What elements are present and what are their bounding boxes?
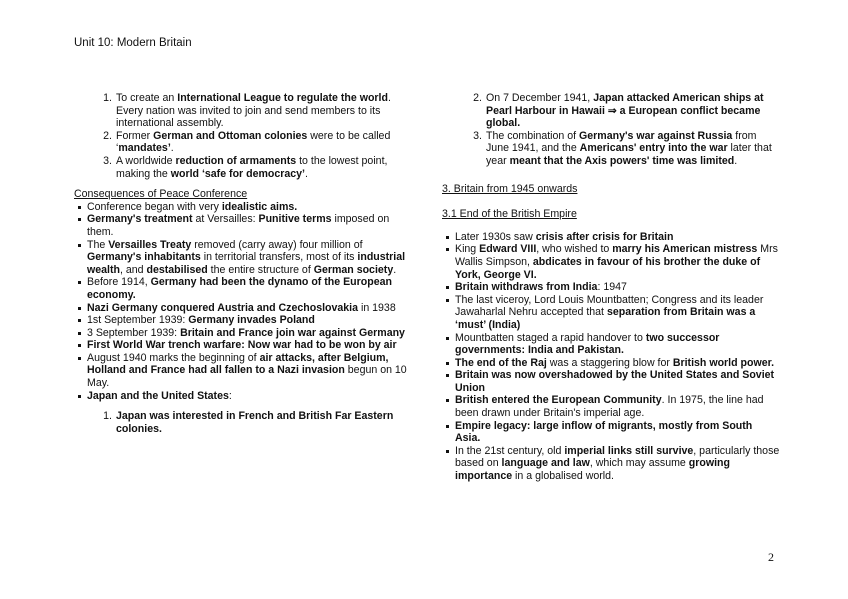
consequences-bullets (74, 201, 410, 403)
text-run: Former (116, 129, 154, 142)
text-run: the entire structure of (207, 263, 314, 276)
bullet-item (74, 302, 410, 315)
bullet-item (74, 352, 410, 390)
bold-text: separation from Britain was a ‘must’ (India) (455, 306, 756, 331)
numbered-item (473, 92, 780, 130)
bold-text: abdicates in favour of his brother the duke of York, George VI. (455, 255, 761, 281)
bold-text: Germany invades Poland (188, 314, 315, 327)
bullet-item (442, 332, 780, 357)
bullet-item (442, 420, 780, 445)
bold-text: destabilised (146, 263, 208, 276)
left-numbered-list (103, 92, 410, 180)
item-number: 3. (473, 129, 482, 142)
bold-text: International League to regulate the world (177, 92, 388, 104)
bold-text: crisis after crisis for Britain (535, 230, 674, 243)
consequences-heading: Consequences of Peace Conference (74, 188, 248, 201)
section-3-1-heading: 3.1 End of the British Empire (442, 208, 577, 221)
text-run: later that year (486, 142, 772, 167)
bold-text: The end of the Raj (455, 356, 547, 369)
bold-text: British world power. (672, 356, 775, 369)
bold-text: marry his American mistress (612, 243, 758, 256)
bullet-item (74, 390, 410, 403)
text-run: Later 1930s saw (455, 230, 536, 243)
empire-bullets (442, 231, 780, 483)
right-numbered-list (473, 92, 780, 168)
text-run: 3 September 1939: (87, 326, 181, 339)
bold-text: two successor governments: India and Pakistan. (455, 331, 720, 357)
numbered-item (103, 154, 410, 180)
text-run: imposed on them. (87, 213, 390, 238)
text-run: The last viceroy, Lord Louis Mountbatten; Congress and its leader Jawaharlal Nehru accepted that (455, 293, 764, 319)
bullet-item (74, 314, 410, 327)
japan-us-list (103, 410, 410, 435)
text-run: August 1940 marks the beginning of (87, 351, 260, 364)
item-number: 2. (103, 129, 112, 142)
bold-text: meant that the Axis powers' time was limited (509, 154, 735, 167)
bullet-item (442, 281, 780, 294)
bold-text: Germany's war against Russia (579, 129, 733, 142)
text-run: . In 1975, the line had been drawn under Britain's imperial age. (455, 394, 764, 420)
bold-text: air attacks, after Belgium, Holland and France had all fallen to a Nazi invasion (87, 351, 389, 377)
bold-text: Britain and France join war against Germany (180, 326, 405, 339)
bold-text: Empire legacy: large inflow of migrants, mostly from South Asia. (455, 419, 753, 445)
text-run: . (734, 154, 738, 167)
bold-text: Germany's treatment (87, 213, 193, 226)
page-header: Unit 10: Modern Britain (74, 37, 192, 49)
bold-text: Britain withdraws from India (455, 281, 598, 294)
text-run: . (305, 167, 308, 180)
text-run: In the 21st century, old (455, 444, 565, 457)
bold-text: reduction of armaments (175, 154, 297, 167)
bold-text: Japan and the United States (87, 389, 229, 402)
bold-text: Germany had been the dynamo of the European economy. (87, 276, 392, 301)
text-run: On 7 December 1941, (486, 92, 594, 104)
bold-text: growing importance (455, 457, 730, 483)
bullet-item (442, 243, 780, 281)
text-run: The combination of (486, 129, 580, 142)
text-run: , and (119, 263, 147, 276)
text-run: 1st September 1939: (87, 314, 189, 327)
bold-text: German and Ottoman colonies (153, 129, 308, 142)
bullet-item (442, 394, 780, 419)
bullet-item (74, 213, 410, 238)
text-run: . (393, 263, 397, 276)
bullet-item (442, 369, 780, 394)
bold-text: Punitive terms (258, 213, 332, 226)
text-run: , which may assume (589, 457, 689, 470)
text-run: : 1947 (597, 281, 627, 294)
text-run: to the lowest point, making the (116, 154, 388, 180)
numbered-item (103, 410, 410, 435)
text-run: : (228, 389, 232, 402)
right-column (442, 92, 780, 483)
text-run: . Every nation was invited to join and send members to its international assembly. (116, 92, 391, 130)
bold-text: Edward VIII (479, 243, 537, 256)
item-number: 1. (103, 92, 112, 104)
bullet-item (74, 239, 410, 277)
bullet-item (74, 201, 410, 214)
item-number: 2. (473, 92, 482, 104)
text-run: in 1938 (358, 301, 396, 314)
item-number: 1. (103, 410, 112, 423)
bold-text: world ‘safe for democracy’ (170, 167, 305, 180)
bold-text: mandates’ (118, 142, 171, 155)
bold-text: Britain was now overshadowed by the United States and Soviet Union (455, 369, 775, 394)
text-run: begun on 10 May. (87, 364, 407, 390)
item-number: 3. (103, 154, 112, 167)
numbered-item (103, 129, 410, 155)
text-run: . (170, 142, 174, 155)
text-run: A worldwide (116, 154, 176, 167)
text-run: Mountbatten staged a rapid handover to (455, 331, 646, 344)
text-run: at Versailles: (192, 213, 259, 226)
text-run: Before 1914, (87, 276, 151, 289)
text-run: Mrs Wallis Simpson, (455, 243, 778, 268)
text-run: was a staggering blow for (546, 356, 673, 369)
bold-text: industrial wealth (87, 251, 406, 276)
text-run: King (455, 243, 480, 256)
text-run: in a globalised world. (512, 470, 614, 483)
bold-text: Versailles Treaty (108, 238, 192, 251)
bold-text: Germany's inhabitants (87, 251, 201, 264)
text-run: The (87, 238, 109, 251)
bold-text: British entered the European Community (455, 394, 662, 407)
text-run: in territorial transfers, most of its (200, 251, 358, 264)
bullet-item (442, 445, 780, 483)
bold-text: Americans' entry into the war (579, 142, 728, 155)
bold-text: imperial links still survive (564, 444, 694, 457)
bold-text: Japan attacked American ships at Pearl Harbour in Hawaii ⇒ a European conflict became global. (486, 92, 764, 130)
text-run: , who wished to (536, 243, 613, 256)
numbered-item (103, 92, 410, 130)
bold-text: First World War trench warfare: Now war had to be won by air (87, 339, 397, 352)
bullet-item (74, 339, 410, 352)
bold-text: language and law (501, 457, 590, 470)
section-3-heading: 3. Britain from 1945 onwards (442, 182, 578, 195)
numbered-item (473, 129, 780, 168)
text-run: Conference began with very (87, 200, 222, 213)
text-run: removed (carry away) four million of (191, 238, 363, 251)
bold-text: Japan was interested in French and British Far Eastern colonies. (116, 410, 394, 435)
bullet-item (442, 357, 780, 370)
text-run: , particularly those based on (455, 444, 780, 470)
text-run: were to be called ‘ (116, 129, 391, 155)
bold-text: Nazi Germany conquered Austria and Czechoslovakia (87, 301, 359, 314)
bullet-item (442, 231, 780, 244)
text-run: from June 1941, and the (486, 129, 757, 155)
text-run: To create an (116, 92, 178, 104)
bullet-item (74, 327, 410, 340)
bold-text: German society (313, 263, 394, 276)
page-number: 2 (768, 550, 774, 564)
bullet-item (74, 276, 410, 301)
left-column (74, 92, 410, 435)
bullet-item (442, 294, 780, 332)
bold-text: idealistic aims. (221, 200, 298, 213)
